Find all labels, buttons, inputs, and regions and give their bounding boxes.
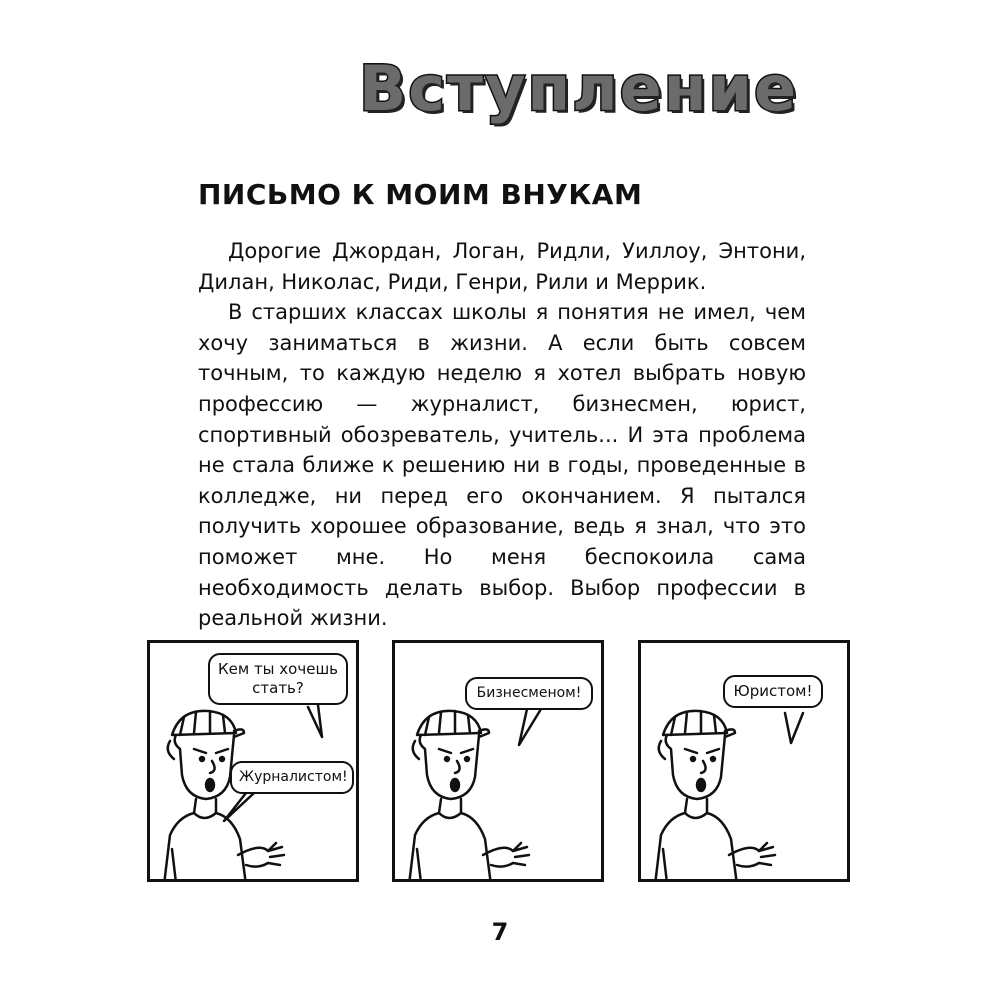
letter-text xyxy=(198,236,806,634)
section-heading: ПИСЬМО К МОИМ ВНУКАМ xyxy=(198,178,643,211)
question-bubble: Кем ты хочешь стать? xyxy=(208,653,348,705)
answer-bubble: Бизнесменом! xyxy=(465,677,593,710)
page-number: 7 xyxy=(491,918,509,946)
answer-bubble: Журналистом! xyxy=(230,761,354,794)
paragraph-greeting: Дорогие Джордан, Логан, Ридли, Уиллоу, Энтони, Дилан, Николас, Риди, Генри, Рили и Меррик. xyxy=(198,239,806,294)
answer-bubble: Юристом! xyxy=(723,675,823,708)
comic-panel-1 xyxy=(147,640,359,882)
comic-panel-3 xyxy=(638,640,850,882)
chapter-title: Вступление xyxy=(359,52,798,125)
comic-panel-2 xyxy=(392,640,604,882)
paragraph-main: В старших классах школы я понятия не имел, чем хочу заниматься в жизни. А если быть совсем точным, то каждую неделю я хотел выбрать новую профессию — журналист, бизнесмен, юрист, спортивный обозреватель, учитель... И эта проблема не стала ближе к решению ни в годы, проведенные в колледже, ни перед его окончанием. Я пытался получить хорошее образование, ведь я знал, что это поможет мне. Но меня беспокоила сама необходимость делать выбор. Выбор профессии в реальной жизни. xyxy=(198,300,806,631)
